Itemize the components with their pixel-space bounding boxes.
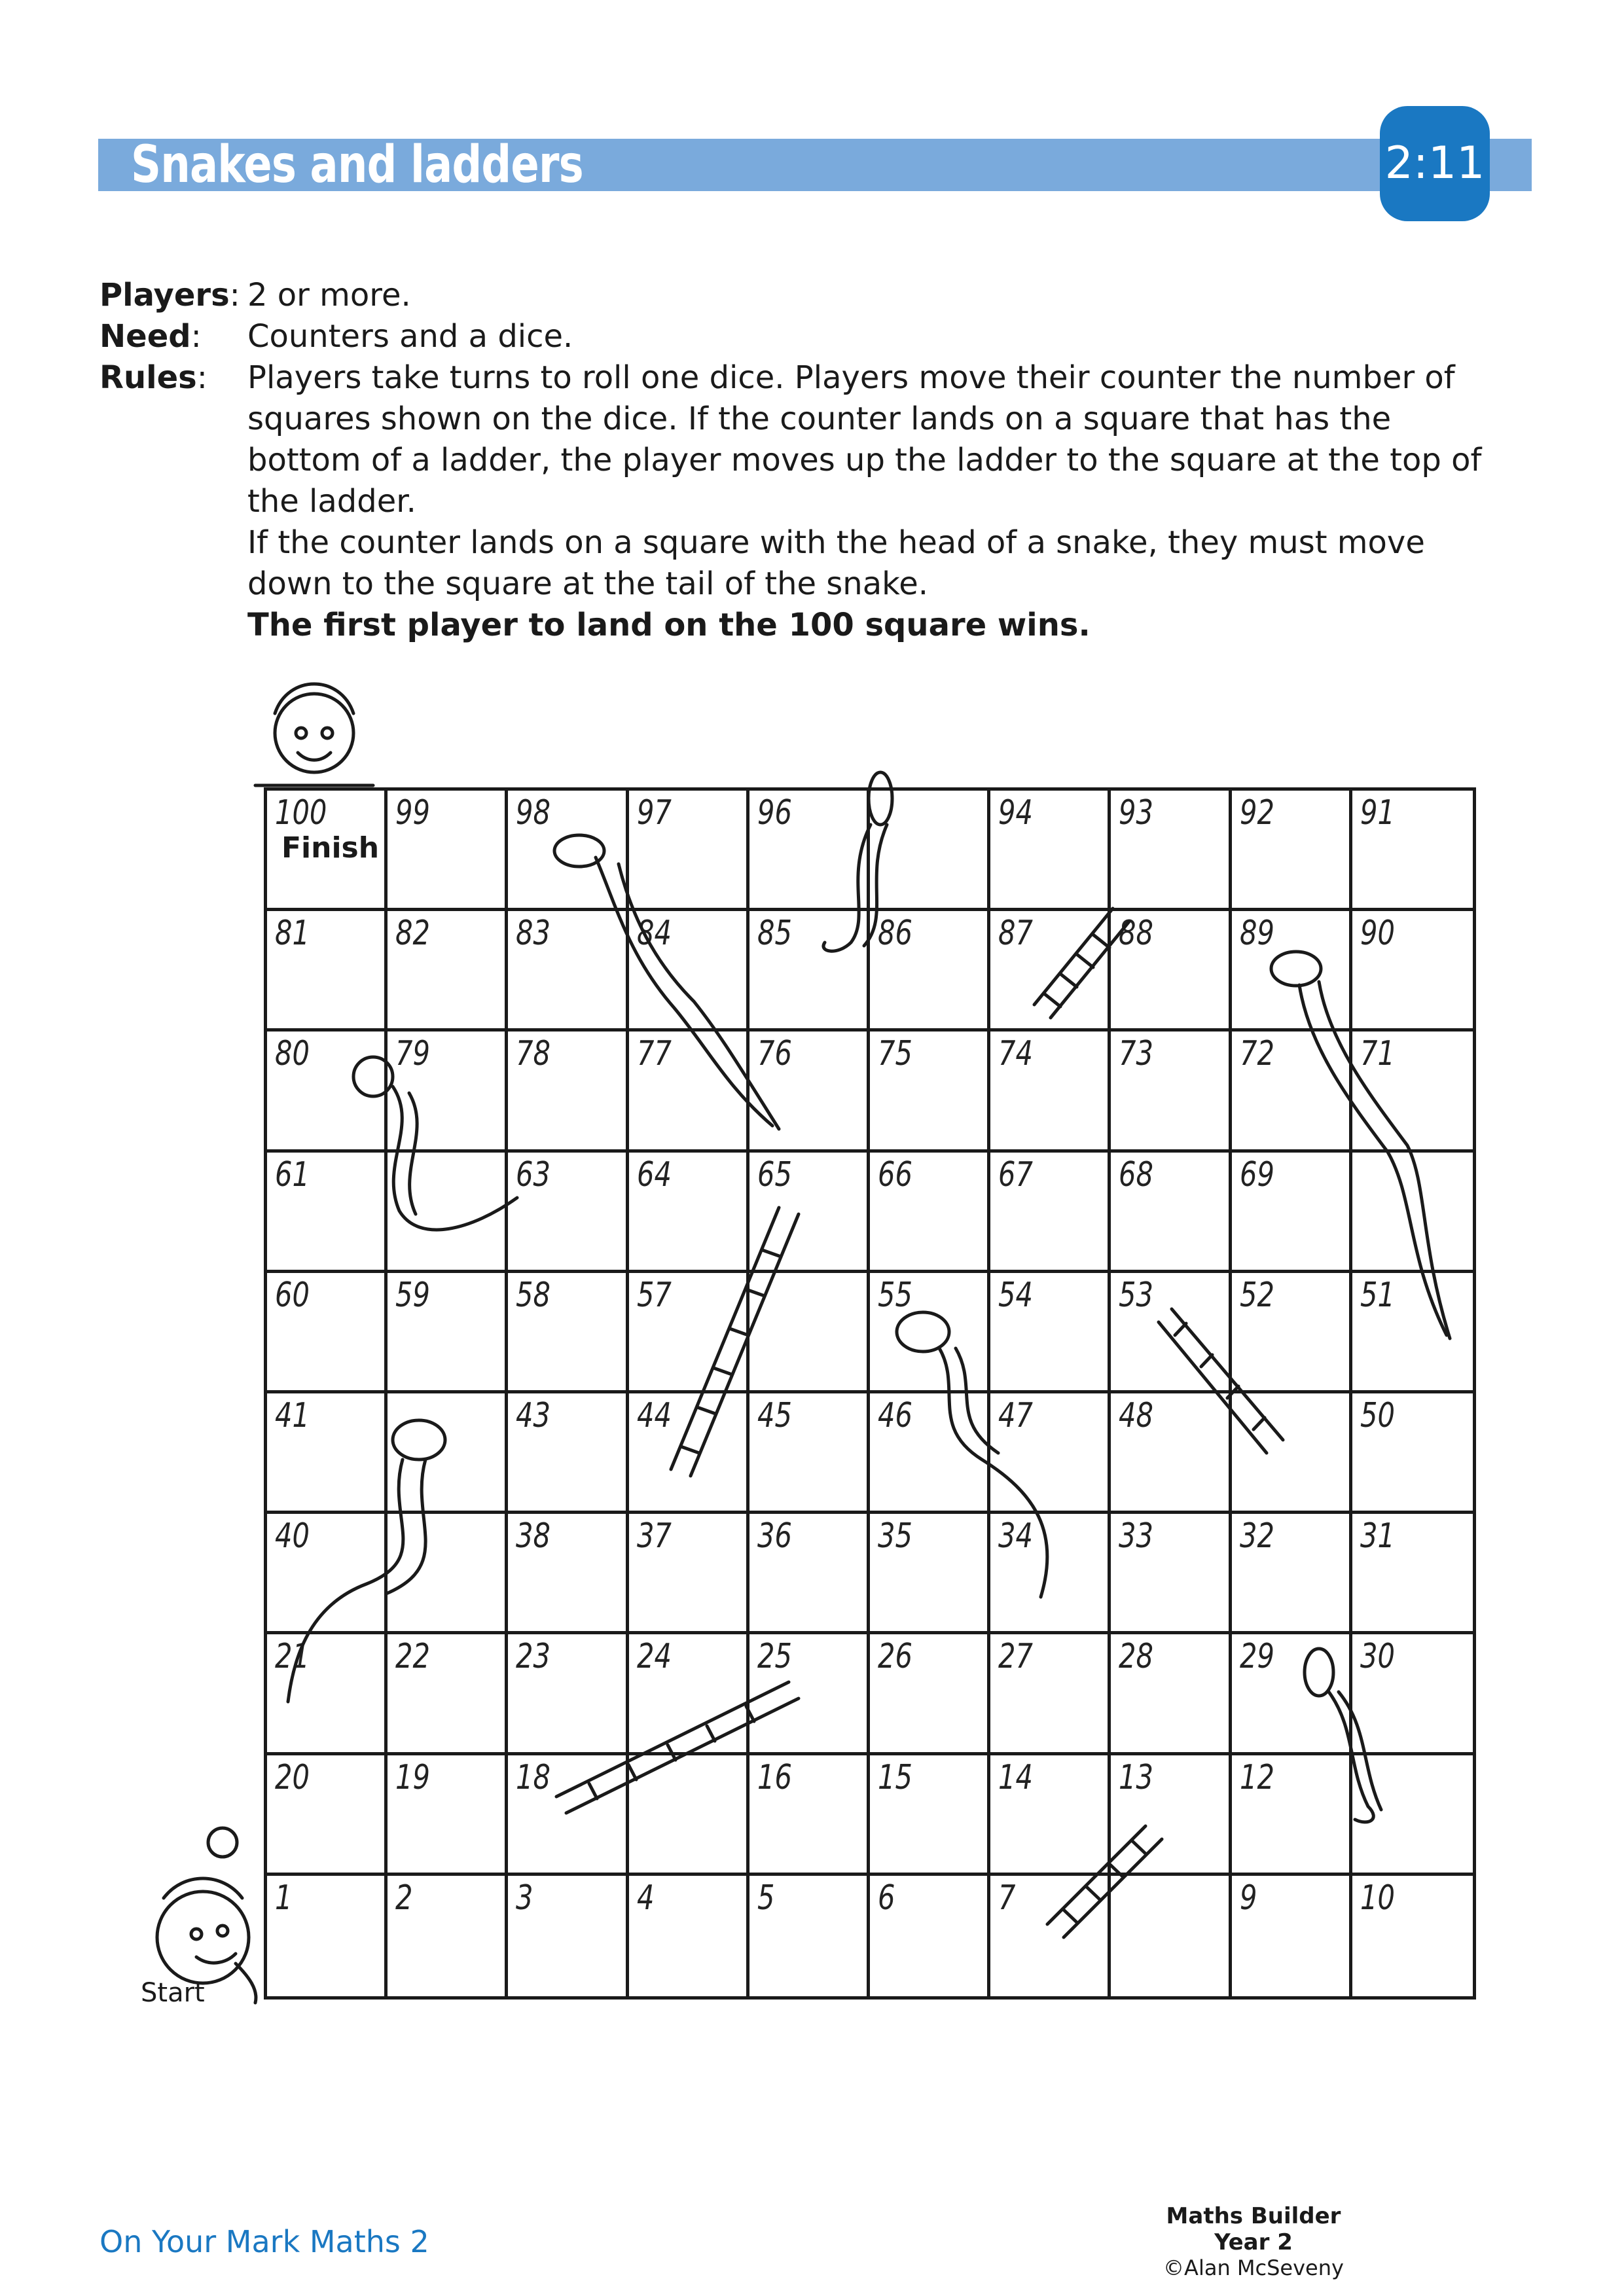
board-square <box>1232 1634 1352 1755</box>
board-square <box>870 1273 990 1393</box>
square-number: 76 <box>757 1034 792 1074</box>
board-square <box>749 1153 870 1273</box>
board-square <box>990 791 1111 911</box>
board-square <box>388 1153 508 1273</box>
square-number: 54 <box>998 1275 1034 1315</box>
board-square <box>870 1393 990 1514</box>
board-square <box>388 791 508 911</box>
win-rule: The first player to land on the 100 square wins. <box>247 607 1091 643</box>
series-title: On Your Mark Maths 2 <box>99 2224 429 2259</box>
square-number: 29 <box>1239 1637 1274 1677</box>
board-square <box>388 1393 508 1514</box>
square-number: 1 <box>275 1878 293 1918</box>
square-number: 6 <box>877 1878 895 1918</box>
square-number: 13 <box>1119 1757 1154 1797</box>
board-square <box>749 1876 870 1996</box>
board-square <box>388 1514 508 1634</box>
board-square <box>1111 1755 1231 1876</box>
square-number: 21 <box>275 1637 310 1677</box>
square-number: 92 <box>1239 793 1274 833</box>
board-square <box>749 911 870 1031</box>
square-number: 43 <box>516 1395 551 1435</box>
square-number: 84 <box>636 914 672 954</box>
square-number: 85 <box>757 914 792 954</box>
character-icon <box>255 684 373 785</box>
square-number: 69 <box>1239 1155 1274 1194</box>
square-number: 81 <box>275 914 310 954</box>
square-number: 51 <box>1360 1275 1395 1315</box>
board-square <box>267 911 388 1031</box>
square-number: 14 <box>998 1757 1034 1797</box>
square-number: 63 <box>516 1155 551 1194</box>
board-square <box>990 1755 1111 1876</box>
square-number: 40 <box>275 1516 310 1556</box>
square-number: 5 <box>757 1878 775 1918</box>
board-square <box>508 791 628 911</box>
square-number: 64 <box>636 1155 672 1194</box>
board-square <box>1232 1273 1352 1393</box>
board-square <box>990 1876 1111 1996</box>
board-square <box>1111 1393 1231 1514</box>
board-square <box>629 1153 749 1273</box>
board-square <box>1232 1153 1352 1273</box>
board-square <box>629 1876 749 1996</box>
square-number: 97 <box>636 793 672 833</box>
players-label: Players: <box>99 277 240 314</box>
square-number: 19 <box>395 1757 431 1797</box>
square-number: 80 <box>275 1034 310 1074</box>
square-number: 87 <box>998 914 1034 954</box>
square-number: 91 <box>1360 793 1395 833</box>
square-number: 96 <box>757 793 792 833</box>
page-title: Snakes and ladders <box>131 135 583 194</box>
board-square <box>1352 791 1473 911</box>
board-square <box>870 1634 990 1755</box>
board-square <box>870 1031 990 1152</box>
board-square <box>1111 791 1231 911</box>
board-square <box>508 1273 628 1393</box>
square-number: 73 <box>1119 1034 1154 1074</box>
square-number: 18 <box>516 1757 551 1797</box>
board-square <box>508 1755 628 1876</box>
square-number: 90 <box>1360 914 1395 954</box>
square-number: 98 <box>516 793 551 833</box>
need-value: Counters and a dice. <box>247 318 573 355</box>
square-number: 58 <box>516 1275 551 1315</box>
square-number: 79 <box>395 1034 431 1074</box>
board-square <box>508 1153 628 1273</box>
board-square <box>1232 911 1352 1031</box>
board-square <box>1111 1273 1231 1393</box>
board-square <box>1232 1876 1352 1996</box>
rules-label: Rules: <box>99 359 208 396</box>
board-square <box>1111 911 1231 1031</box>
board-square <box>267 1393 388 1514</box>
board-square <box>629 791 749 911</box>
square-number: 22 <box>395 1637 431 1677</box>
square-number: 25 <box>757 1637 792 1677</box>
board-square <box>990 1273 1111 1393</box>
board-square <box>990 1634 1111 1755</box>
square-number: 24 <box>636 1637 672 1677</box>
square-number: 82 <box>395 914 431 954</box>
square-number: 45 <box>757 1395 792 1435</box>
square-number: 23 <box>516 1637 551 1677</box>
board-square <box>990 1031 1111 1152</box>
board-square <box>1352 1153 1473 1273</box>
board-square <box>629 1393 749 1514</box>
finish-label: Finish <box>281 831 380 865</box>
square-number: 72 <box>1239 1034 1274 1074</box>
square-number: 94 <box>998 793 1034 833</box>
board-square <box>1111 1031 1231 1152</box>
square-number: 27 <box>998 1637 1034 1677</box>
square-number: 89 <box>1239 914 1274 954</box>
square-number: 68 <box>1119 1155 1154 1194</box>
board-square <box>1232 1031 1352 1152</box>
square-number: 61 <box>275 1155 310 1194</box>
square-number: 26 <box>877 1637 912 1677</box>
board-square <box>870 1755 990 1876</box>
board-square <box>629 1755 749 1876</box>
board-square <box>388 1634 508 1755</box>
square-number: 44 <box>636 1395 672 1435</box>
board-square <box>267 1514 388 1634</box>
board-square <box>629 911 749 1031</box>
rules-line: bottom of a ladder, the player moves up the ladder to the square at the top of <box>247 442 1482 478</box>
square-number: 2 <box>395 1878 413 1918</box>
square-number: 57 <box>636 1275 672 1315</box>
square-number: 9 <box>1239 1878 1257 1918</box>
board-square <box>870 911 990 1031</box>
board-square <box>749 1514 870 1634</box>
players-value: 2 or more. <box>247 277 411 314</box>
square-number: 15 <box>877 1757 912 1797</box>
board-square <box>990 1514 1111 1634</box>
square-number: 10 <box>1360 1878 1395 1918</box>
board-square <box>870 1514 990 1634</box>
square-number: 55 <box>877 1275 912 1315</box>
square-number: 34 <box>998 1516 1034 1556</box>
character-icon <box>157 1828 256 2003</box>
square-number: 48 <box>1119 1395 1154 1435</box>
board-square <box>870 1153 990 1273</box>
square-number: 65 <box>757 1155 792 1194</box>
board-square <box>1352 911 1473 1031</box>
square-number: 37 <box>636 1516 672 1556</box>
board-square <box>1352 1634 1473 1755</box>
board-square <box>267 1031 388 1152</box>
square-number: 33 <box>1119 1516 1154 1556</box>
rules-line: squares shown on the dice. If the counter lands on a square that has the <box>247 401 1392 437</box>
square-number: 20 <box>275 1757 310 1797</box>
board-square <box>990 1153 1111 1273</box>
board-square <box>1352 1514 1473 1634</box>
board-square <box>1352 1031 1473 1152</box>
board-square <box>629 1514 749 1634</box>
board-square <box>1352 1273 1473 1393</box>
rules-line: Players take turns to roll one dice. Players move their counter the number of <box>247 359 1455 396</box>
square-number: 67 <box>998 1155 1034 1194</box>
square-number: 99 <box>395 793 431 833</box>
board-square <box>1232 1755 1352 1876</box>
board-square <box>267 1153 388 1273</box>
square-number: 16 <box>757 1757 792 1797</box>
board-square <box>1111 1514 1231 1634</box>
board-square <box>749 1755 870 1876</box>
square-number: 30 <box>1360 1637 1395 1677</box>
square-number: 50 <box>1360 1395 1395 1435</box>
square-number: 46 <box>877 1395 912 1435</box>
board-square <box>1111 1876 1231 1996</box>
board-square <box>388 1755 508 1876</box>
board-square <box>1352 1755 1473 1876</box>
need-label: Need: <box>99 318 202 355</box>
board-square <box>388 911 508 1031</box>
board-square <box>870 791 990 911</box>
board-square <box>1352 1876 1473 1996</box>
square-number: 86 <box>877 914 912 954</box>
board-square <box>508 1031 628 1152</box>
square-number: 93 <box>1119 793 1154 833</box>
board-square <box>508 1634 628 1755</box>
square-number: 7 <box>998 1878 1016 1918</box>
square-number: 60 <box>275 1275 310 1315</box>
square-number: 47 <box>998 1395 1034 1435</box>
board-square <box>1232 1514 1352 1634</box>
square-number: 83 <box>516 914 551 954</box>
board-square <box>749 1273 870 1393</box>
rules-line: the ladder. <box>247 483 416 520</box>
rules-line: If the counter lands on a square with the head of a snake, they must move <box>247 524 1425 561</box>
square-number: 75 <box>877 1034 912 1074</box>
board-square <box>629 1634 749 1755</box>
board-square <box>267 791 388 911</box>
board-square <box>508 1876 628 1996</box>
board-square <box>508 1393 628 1514</box>
book-credit <box>1136 2203 1371 2280</box>
board-square <box>1111 1153 1231 1273</box>
square-number: 78 <box>516 1034 551 1074</box>
square-number: 35 <box>877 1516 912 1556</box>
square-number: 38 <box>516 1516 551 1556</box>
board-square <box>749 1031 870 1152</box>
square-number: 32 <box>1239 1516 1274 1556</box>
board-square <box>990 911 1111 1031</box>
square-number: 36 <box>757 1516 792 1556</box>
board-square <box>267 1876 388 1996</box>
page-number-badge: 2:11 <box>1380 106 1490 221</box>
square-number: 71 <box>1360 1034 1395 1074</box>
square-number: 66 <box>877 1155 912 1194</box>
square-number: 31 <box>1360 1516 1395 1556</box>
square-number: 77 <box>636 1034 672 1074</box>
board-square <box>749 1393 870 1514</box>
square-number: 53 <box>1119 1275 1154 1315</box>
board-square <box>749 791 870 911</box>
square-number: 88 <box>1119 914 1154 954</box>
board-square <box>388 1273 508 1393</box>
start-label: Start <box>141 1978 205 2008</box>
board-square <box>508 911 628 1031</box>
square-number: 3 <box>516 1878 533 1918</box>
board-square <box>1232 1393 1352 1514</box>
square-number: 100 <box>275 793 327 833</box>
board-square <box>870 1876 990 1996</box>
board-square <box>629 1031 749 1152</box>
board-square <box>1352 1393 1473 1514</box>
board-square <box>267 1634 388 1755</box>
square-number: 52 <box>1239 1275 1274 1315</box>
square-number: 28 <box>1119 1637 1154 1677</box>
board-square <box>508 1514 628 1634</box>
board-square <box>388 1031 508 1152</box>
board-square <box>749 1634 870 1755</box>
board-square <box>267 1755 388 1876</box>
square-number: 59 <box>395 1275 431 1315</box>
book-title: Maths Builder Year 2 <box>1166 2203 1341 2255</box>
game-board <box>264 787 1476 2000</box>
square-number: 41 <box>275 1395 310 1435</box>
board-square <box>990 1393 1111 1514</box>
square-number: 12 <box>1239 1757 1274 1797</box>
author-credit: ©Alan McSeveny <box>1163 2255 1344 2280</box>
square-number: 74 <box>998 1034 1034 1074</box>
rules-line: down to the square at the tail of the snake. <box>247 565 928 602</box>
board-square <box>388 1876 508 1996</box>
square-number: 4 <box>636 1878 655 1918</box>
board-square <box>1232 791 1352 911</box>
board-square <box>629 1273 749 1393</box>
board-square <box>267 1273 388 1393</box>
board-square <box>1111 1634 1231 1755</box>
